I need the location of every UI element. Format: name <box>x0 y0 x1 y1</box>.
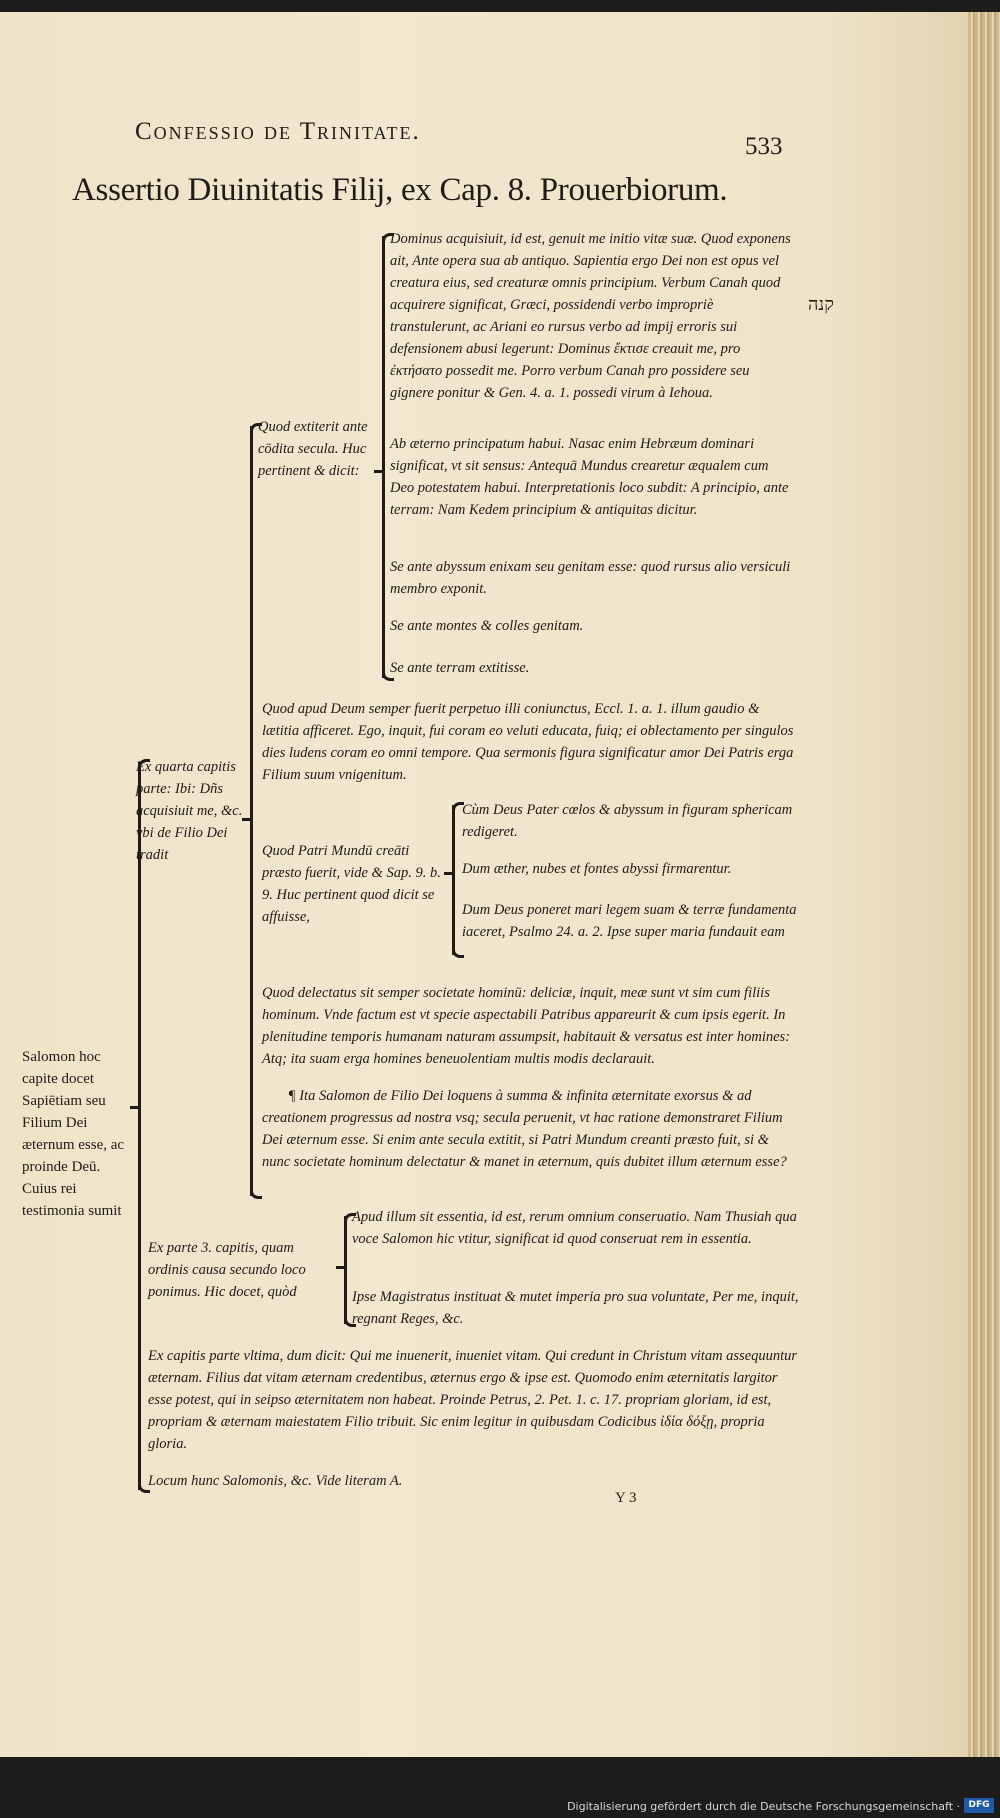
part4-brace <box>250 426 253 1196</box>
part3-item-2: Ipse Magistratus instituat & mutet imperia pro sua voluntate, Per me, inquit, regnant Reges, &c. <box>352 1289 799 1327</box>
part4-label: Ex quarta capitis parte: Ibi: Dñs acquisiuit me, &c. vbi de Filio Dei tradit <box>136 759 243 863</box>
part3-label: Ex parte 3. capitis, quam ordinis causa secundo loco ponimus. Hic docet, quòd <box>148 1240 306 1300</box>
dfg-logo: DFG <box>964 1798 994 1813</box>
existed-item-5: Se ante terram extitisse. <box>390 660 530 676</box>
page-number: 533 <box>745 133 783 160</box>
footer-credit: Digitalisierung gefördert durch die Deutsche Forschungsgemeinschaft · <box>567 1800 960 1813</box>
creation-item-1: Cùm Deus Pater cœlos & abyssum in figuram sphericam redigeret. <box>462 802 793 840</box>
existed-brace-tip <box>374 470 383 473</box>
root-label: Salomon hoc capite docet Sapiētiam seu Filium Dei æternum esse, ac proinde Deū. Cuius rei testimonia sumit <box>22 1049 125 1219</box>
existed-item-3: Se ante abyssum enixam seu genitam esse: quod rursus alio versiculi membro exponit. <box>390 559 791 597</box>
root-brace <box>138 762 141 1490</box>
final-reference: Locum hunc Salomonis, &c. Vide literam A. <box>148 1473 403 1489</box>
last-part-text: Ex capitis parte vltima, dum dicit: Qui me inuenerit, inueniet vitam. Qui credunt in Christum vitam assequuntur æternam. Filius dat vitam æternam credentibus, æternus ergo & ipse est. Quomodo enim æternitatis largitor esse potest, qui in seipso æternitatem non habeat. Proinde Petrus, 2. Pet. 1. c. 17. propriam gloriam, id est, propriam & æternam maiestatem Filio tribuit. Sic enim legitur in quibusdam Codicibus ἰδία δόξῃ, propria gloria. <box>148 1348 798 1452</box>
part3-item-1: Apud illum sit essentia, id est, rerum omnium conseruatio. Nam Thusiah qua voce Salomon hic vtitur, significat id quod conseruat rem in essentia. <box>352 1209 797 1247</box>
section-title: Assertio Diuinitatis Filij, ex Cap. 8. Prouerbiorum. <box>72 172 728 208</box>
creation-brace <box>452 805 455 955</box>
page-edge <box>968 12 1000 1757</box>
creation-brace-tip <box>444 872 453 875</box>
signature-mark: Y 3 <box>615 1490 637 1506</box>
creation-item-2: Dum æther, nubes et fontes abyssi firmarentur. <box>462 861 732 877</box>
existed-brace <box>382 236 385 678</box>
part3-brace-tip <box>336 1266 345 1269</box>
root-brace-tip <box>130 1106 139 1109</box>
creation-item-3: Dum Deus poneret mari legem suam & terræ fundamenta iaceret, Psalmo 24. a. 2. Ipse super maria fundauit eam <box>462 902 797 940</box>
with-god-text: Quod apud Deum semper fuerit perpetuo illi coniunctus, Eccl. 1. a. 1. illum gaudio & lætitia afficeret. Ego, inquit, fui coram eo veluti educata, fuiq; ei oblectamento per singulos dies ludens coram eo omni tempore. Qua sermonis figura significatur amor Dei Patris erga Filium suum vnigenitum. <box>262 701 794 783</box>
existed-item-2: Ab æterno principatum habui. Nasac enim Hebræum dominari significat, vt sit sensus: Antequā Mundus crearetur æqualem cum Deo potestatem habui. Interpretationis loco subdit: A principio, ante terram: Nam Kedem principium & antiquitas dicitur. <box>390 436 789 518</box>
existed-item-4: Se ante montes & colles genitam. <box>390 618 584 634</box>
existed-item-1: Dominus acquisiuit, id est, genuit me initio vitæ suæ. Quod exponens ait, Ante opera sua ab antiquo. Sapientia ergo Dei non est opus vel creatura eius, sed creaturæ omnis principium. Verbum Canah quod acquirere significat, Græci, possidendi verbo impropriè transtulerunt, ac Ariani eo rursus verbo ad impij erroris sui defensionem abusi legerunt: Dominus ἔκτισε creauit me, pro ἐκτήσατο possedit me. Porro verbum Canah pro possidere seu gignere ponitur & Gen. 4. a. 1. possedi virum à Iehoua. <box>390 231 791 401</box>
delight-text: Quod delectatus sit semper societate hominū: deliciæ, inquit, meæ sunt vt sim cum filiis hominum. Vnde factum est vt specie aspectabili Patribus appareurit & cum ipsis egerit. In plenitudine temporis humanam naturam assumpsit, habitauit & versatus est inter homines: Atq; ita suam erga homines beneuolentiam multis modis declarauit. <box>262 985 791 1067</box>
part4-brace-tip <box>242 818 251 821</box>
running-head: Confessio de Trinitate. <box>135 118 421 145</box>
creation-label: Quod Patri Mundū creāti præsto fuerit, vide & Sap. 9. b. 9. Huc pertinent quod dicit se affuisse, <box>262 843 441 925</box>
summary-text: ¶ Ita Salomon de Filio Dei loquens à summa & infinita æternitate exorsus & ad creationem progressus ad nostra vsq; secula peruenit, vt hac ratione demonstraret Filium Dei æternum esse. Si enim ante secula extitit, si Patri Mundum creanti præsto fuit, si & nunc societate hominum delectatur & manet in æternum, quis dubitet illum æternum esse? <box>262 1088 787 1170</box>
existed-label: Quod extiterit ante cōdita secula. Huc pertinent & dicit: <box>258 419 368 479</box>
part3-brace <box>344 1216 347 1324</box>
hebrew-marginal-gloss: קנה <box>808 294 834 315</box>
